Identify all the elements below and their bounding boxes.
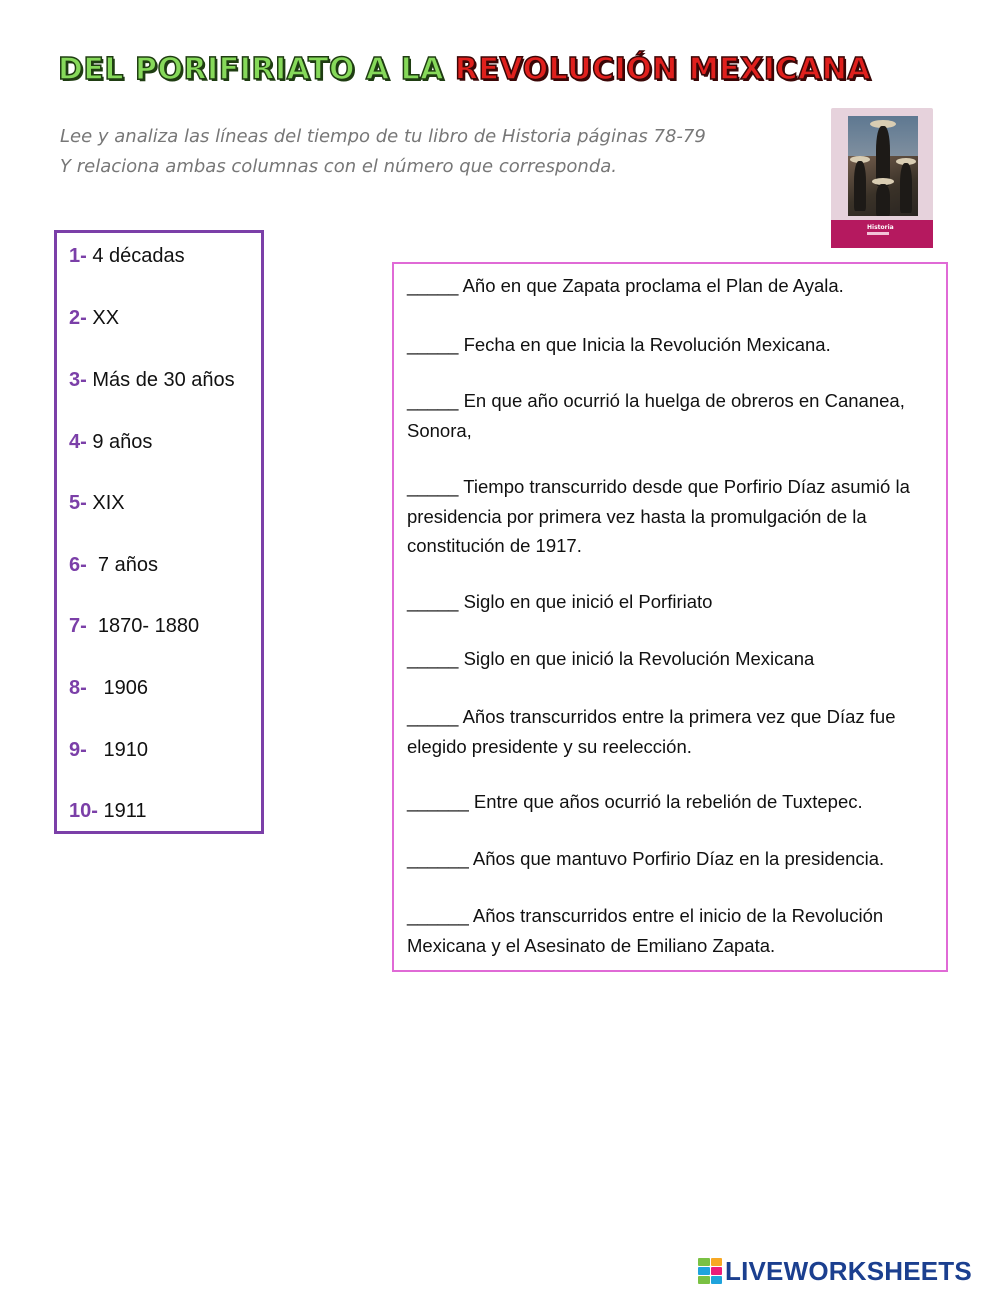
question-item: ______ Años que mantuvo Porfirio Díaz en la presidencia. — [407, 848, 885, 869]
options-column — [54, 230, 264, 834]
liveworksheets-logo-icon — [698, 1258, 722, 1284]
option-item: 10- 1911 — [69, 800, 147, 822]
answer-blank[interactable]: _____ — [407, 390, 459, 411]
option-item: 4- 9 años — [69, 431, 153, 453]
instructions-line-1: Lee y analiza las líneas del tiempo de tu libro de Historia páginas 78-79 — [60, 126, 706, 147]
book-title: Historia — [867, 224, 894, 231]
answer-blank[interactable]: ______ — [407, 848, 469, 869]
question-item: _____ Siglo en que inició la Revolución Mexicana — [407, 648, 815, 669]
history-book-cover-image — [831, 108, 933, 248]
liveworksheets-logo-text: LIVEWORKSHEETS — [725, 1255, 972, 1286]
option-item: 9- 1910 — [69, 739, 148, 761]
question-item: _____ En que año ocurrió la huelga de obreros en Cananea, Sonora, — [407, 390, 905, 441]
answer-blank[interactable]: ______ — [407, 905, 469, 926]
option-item: 8- 1906 — [69, 677, 148, 699]
book-cover-illustration — [848, 116, 918, 216]
question-item: _____ Fecha en que Inicia la Revolución Mexicana. — [407, 334, 831, 355]
question-item: _____ Tiempo transcurrido desde que Porfirio Díaz asumió la presidencia por primera vez hasta la promulgación de la constitución de 1917. — [407, 476, 910, 556]
option-item: 3- Más de 30 años — [69, 369, 235, 391]
option-item: 7- 1870- 1880 — [69, 615, 200, 637]
answer-blank[interactable]: _____ — [407, 648, 459, 669]
question-item: _____ Siglo en que inició el Porfiriato — [407, 591, 713, 612]
option-item: 6- 7 años — [69, 554, 158, 576]
instructions-line-2: Y relaciona ambas columnas con el número que corresponda. — [60, 156, 618, 177]
question-item: _____ Años transcurridos entre la primera vez que Díaz fue elegido presidente y su reelección. — [407, 706, 896, 757]
answer-blank[interactable]: _____ — [407, 706, 459, 727]
instructions — [60, 122, 820, 182]
answer-blank[interactable]: _____ — [407, 334, 459, 355]
liveworksheets-logo — [698, 1256, 972, 1286]
answer-blank[interactable]: ______ — [407, 791, 469, 812]
answer-blank[interactable]: _____ — [407, 275, 459, 296]
option-item: 1- 4 décadas — [69, 245, 185, 267]
title-part-green: DEL PORIFIRIATO A LA — [58, 52, 444, 87]
answer-blank[interactable]: _____ — [407, 591, 459, 612]
title-part-red: REVOLUCIÓN MEXICANA — [454, 52, 872, 87]
worksheet-title — [58, 46, 871, 94]
questions-column — [392, 262, 948, 972]
answer-blank[interactable]: _____ — [407, 476, 459, 497]
option-item: 5- XIX — [69, 492, 125, 514]
question-item: ______ Años transcurridos entre el inicio de la Revolución Mexicana y el Asesinato de Emiliano Zapata. — [407, 905, 884, 956]
question-item: _____ Año en que Zapata proclama el Plan de Ayala. — [407, 275, 844, 296]
option-item: 2- XX — [69, 307, 120, 329]
question-item: ______ Entre que años ocurrió la rebelión de Tuxtepec. — [407, 791, 863, 812]
